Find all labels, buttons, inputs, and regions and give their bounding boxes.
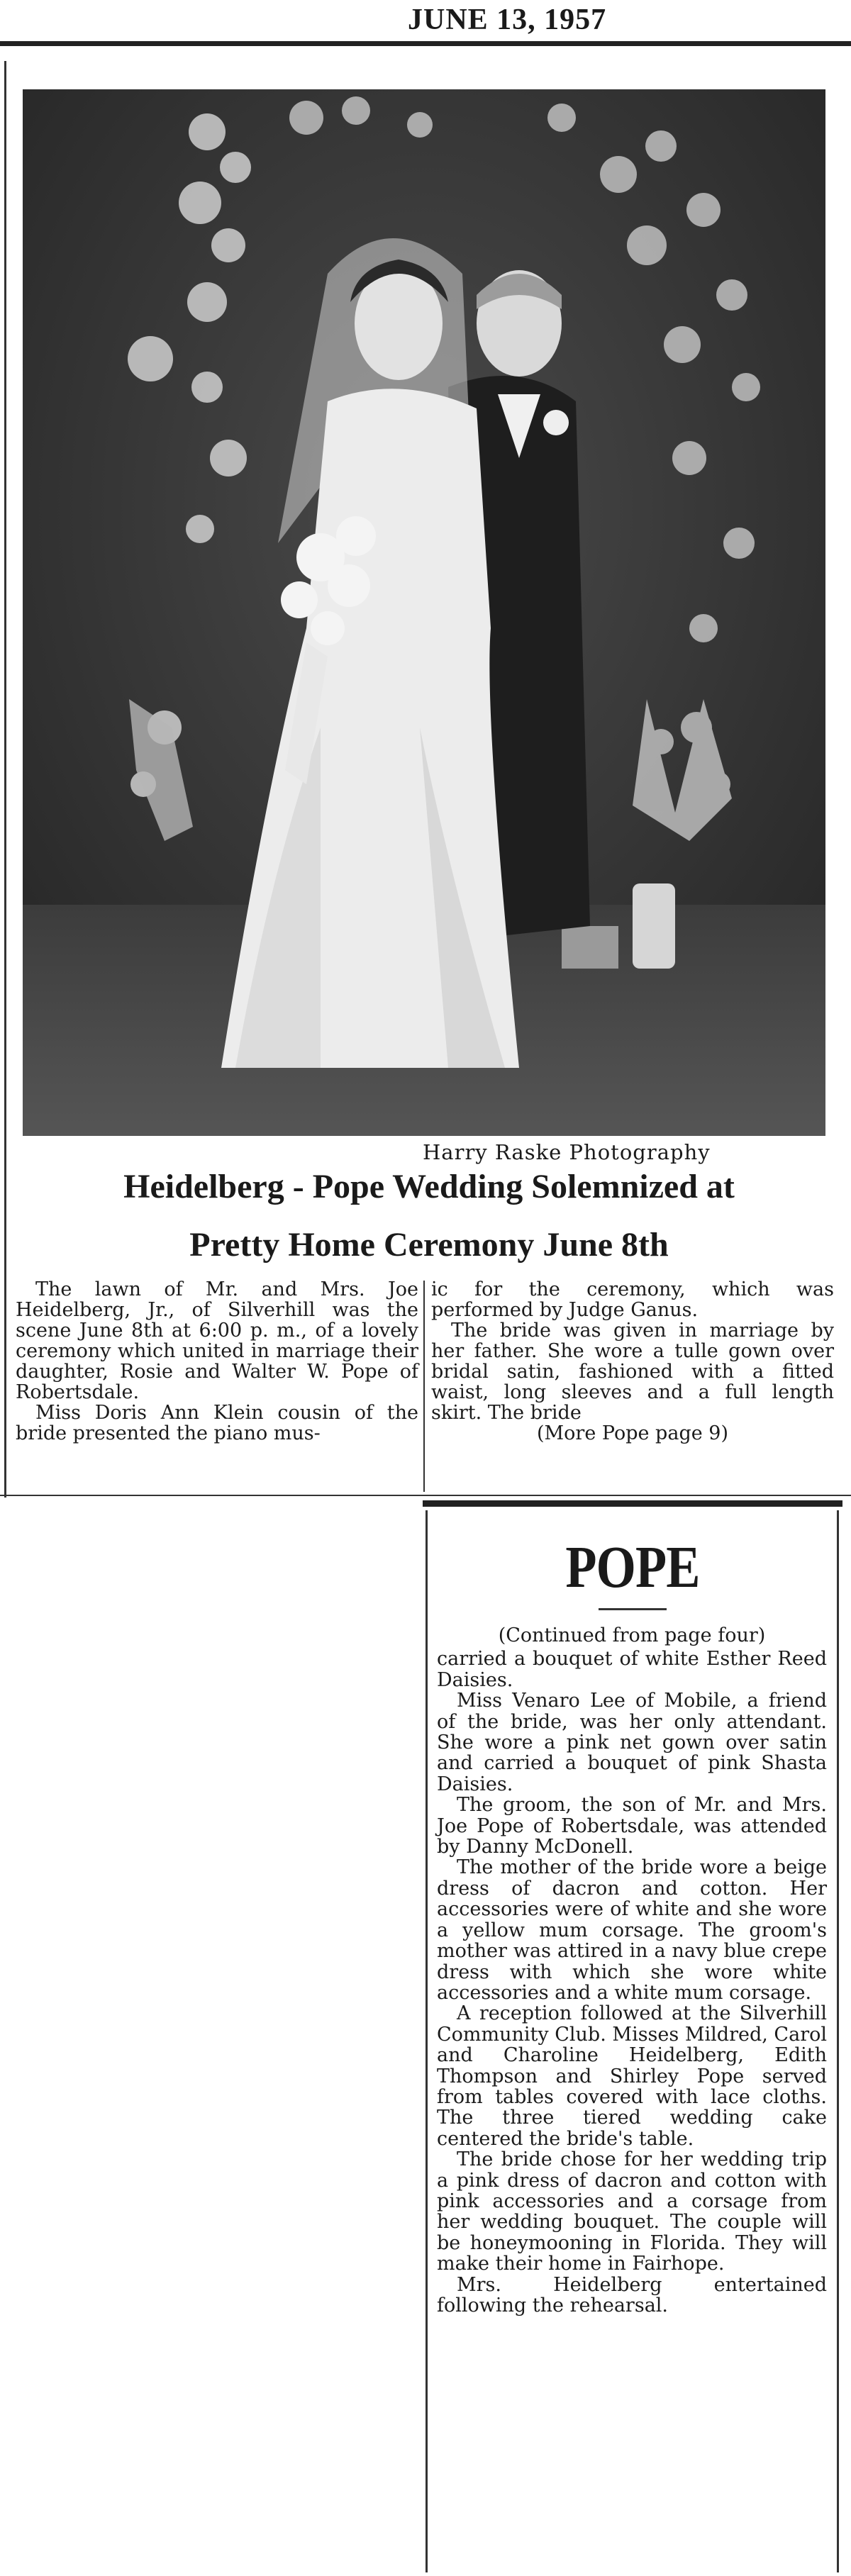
header-rule: [0, 41, 851, 46]
column-border: [4, 61, 6, 1498]
article-paragraph: The groom, the son of Mr. and Mrs. Joe Pope of Robertsdale, was attended by Danny McDonell.: [437, 1794, 827, 1858]
article-paragraph: A reception followed at the Silverhill Community Club. Misses Mildred, Carol and Charoline Heidelberg, Edith Thompson and Shirley Pope served from tables covered with lace cloths. The three tiered wedding cake centered the bride's table.: [437, 2002, 827, 2150]
wedding-photo-image: [23, 89, 825, 1136]
article-paragraph: The mother of the bride wore a beige dress of dacron and cotton. Her accessories were of white and she wore a yellow mum corsage. The groom's mother was attired in a navy blue crepe dress with which she wore white accessories and a white mum corsage.: [437, 1856, 827, 2004]
article-paragraph: carried a bouquet of white Esther Reed Daisies.: [437, 1648, 827, 1691]
headline-line-1: Heidelberg - Pope Wedding Solemnized at: [123, 1168, 735, 1205]
photo-credit: Harry Raske Photography: [423, 1140, 711, 1164]
article-column-1: [16, 1279, 418, 1444]
article-column-2: [431, 1279, 834, 1444]
continuation-left-border: [425, 1510, 428, 2572]
continuation-title: POPE: [565, 1534, 700, 1600]
continued-note: (More Pope page 9): [536, 1422, 728, 1444]
article-paragraph: Miss Venaro Lee of Mobile, a friend of the bride, was her only attendant. She wore a pink net gown over satin and carried a bouquet of pink Shasta Daisies.: [437, 1690, 827, 1795]
article-paragraph: Miss Doris Ann Klein cousin of the bride presented the piano mus-: [16, 1402, 418, 1444]
issue-date: JUNE 13, 1957: [408, 4, 607, 36]
continuation-right-border: [837, 1510, 839, 2572]
article-paragraph: ic for the ceremony, which was performed by Judge Ganus.: [431, 1278, 834, 1321]
title-underline: [599, 1608, 667, 1610]
article-paragraph: The bride was given in marriage by her father. She wore a tulle gown over bridal satin, fashioned with a fitted waist, long sleeves and a full length skirt. The bride: [431, 1320, 834, 1424]
continuation-text: [437, 1625, 827, 2316]
headline-line-2: Pretty Home Ceremony June 8th: [189, 1226, 669, 1264]
article-bottom-rule: [0, 1495, 851, 1496]
article-paragraph: The lawn of Mr. and Mrs. Joe Heidelberg, Jr., of Silverhill was the scene June 8th at 6:00 p. m., of a lovely ceremony which united in marriage their daughter, Rosie and Walter W. Pope of Robertsdale.: [16, 1278, 418, 1403]
column-divider: [423, 1281, 425, 1492]
article-paragraph: Mrs. Heidelberg entertained following the rehearsal.: [437, 2273, 827, 2316]
continued-from-note: (Continued from page four): [498, 1624, 766, 1646]
wedding-photo: [23, 89, 825, 1136]
article-paragraph: The bride chose for her wedding trip a pink dress of dacron and cotton with pink accessories and a corsage from her wedding bouquet. The couple will be honeymooning in Florida. They will make their home in Fairhope.: [437, 2148, 827, 2275]
continuation-top-rule: [423, 1500, 842, 1507]
continuation-box: [423, 1500, 842, 2572]
